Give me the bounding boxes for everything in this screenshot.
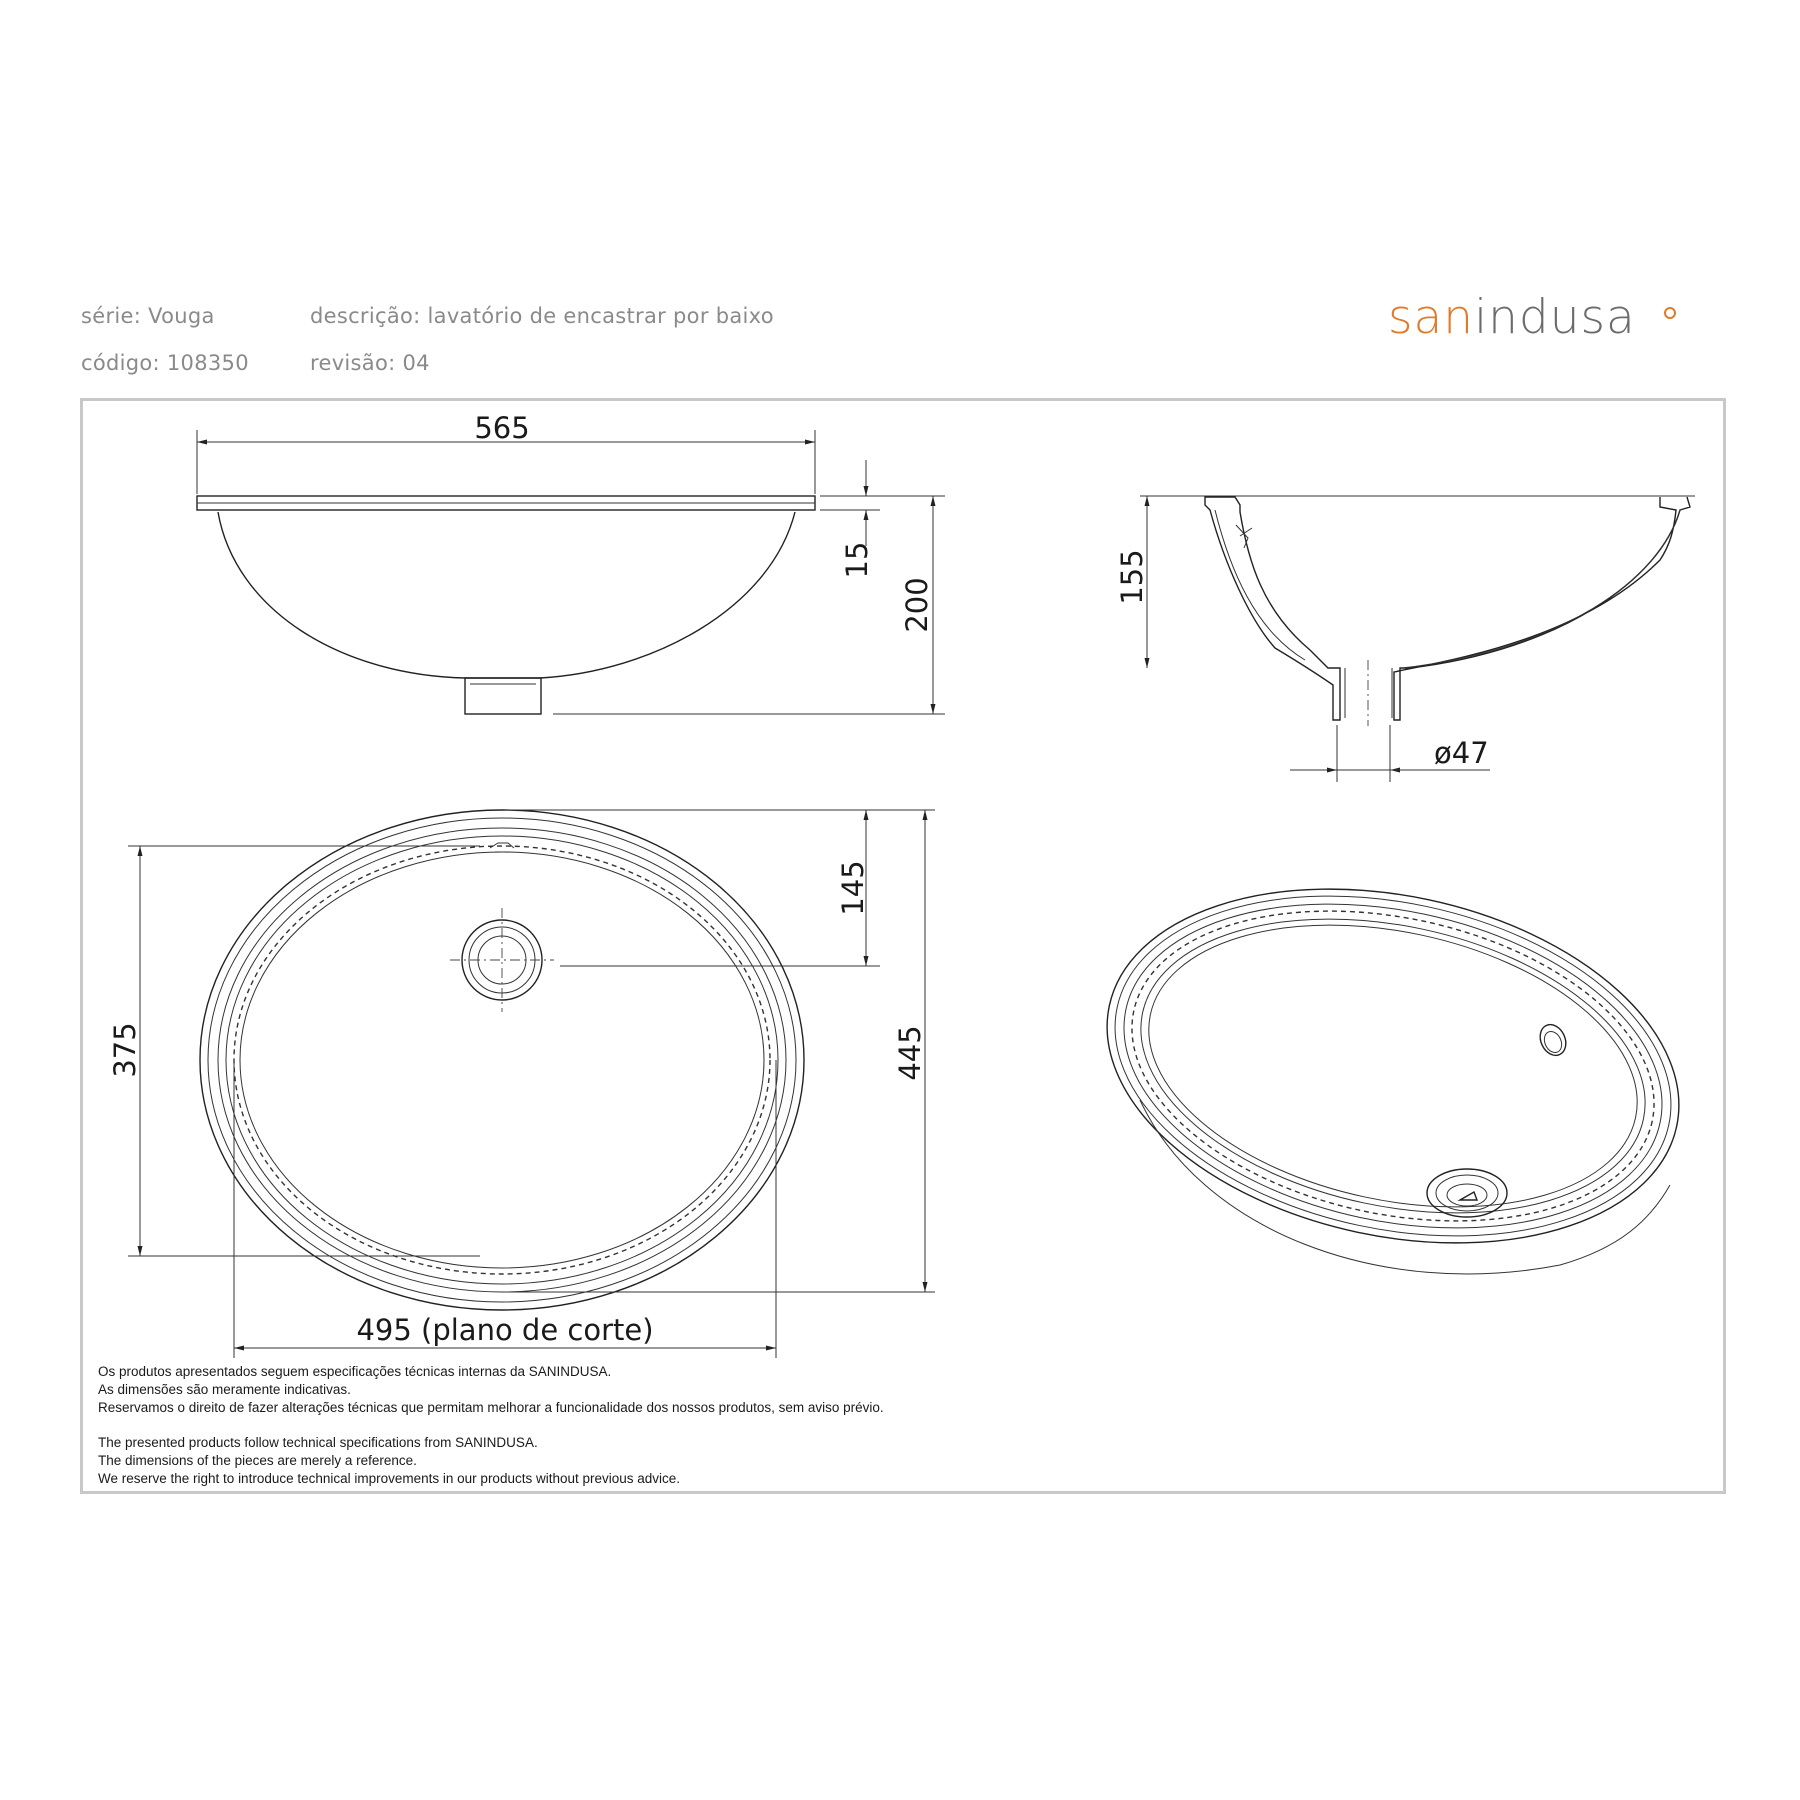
description-label: descrição: lavatório de encastrar por baixo <box>310 304 774 328</box>
notes-en <box>98 1434 680 1488</box>
dimension-depth-outer <box>505 810 935 1292</box>
dimension-rim <box>820 460 880 578</box>
series-label: série: Vouga <box>81 304 215 328</box>
dimension-drain-diameter <box>1290 725 1490 782</box>
dim-200-label: 200 <box>900 577 934 633</box>
dim-145-label: 145 <box>836 860 870 916</box>
notes-pt <box>98 1363 884 1417</box>
note-pt-3: Reservamos o direito de fazer alterações técnicas que permitam melhorar a funcionalidade dos nossos produtos, sem aviso prévio. <box>98 1400 884 1415</box>
dim-155-label: 155 <box>1115 549 1149 605</box>
perspective-underside <box>1140 1100 1670 1274</box>
note-pt-2: As dimensões são meramente indicativas. <box>98 1382 351 1397</box>
note-pt-1: Os produtos apresentados seguem especificações técnicas internas da SANINDUSA. <box>98 1364 612 1379</box>
dim-drain-label: ø47 <box>1434 736 1489 770</box>
dimension-section-height <box>1115 496 1200 668</box>
dim-375-label: 375 <box>108 1022 142 1078</box>
logo-san: san <box>1388 290 1475 345</box>
note-en-2: The dimensions of the pieces are merely a reference. <box>98 1453 417 1468</box>
plan-view <box>200 810 804 1310</box>
perspective-drain <box>1427 1169 1507 1217</box>
dim-cut-plane-label: 495 (plano de corte) <box>356 1313 654 1347</box>
dimension-height-total <box>553 496 945 714</box>
note-en-3: We reserve the right to introduce technical improvements in our products without previous advice. <box>98 1471 681 1486</box>
dimension-width-top <box>197 411 815 494</box>
code-label: código: 108350 <box>81 351 249 375</box>
perspective-overflow-hole <box>1535 1020 1570 1059</box>
dim-445-label: 445 <box>893 1025 927 1081</box>
revision-label: revisão: 04 <box>310 351 430 375</box>
logo-indusa: indusa <box>1474 290 1636 345</box>
note-en-1: The presented products follow technical specifications from SANINDUSA. <box>98 1435 538 1450</box>
front-elevation-view <box>197 496 815 714</box>
perspective-view <box>1074 839 1712 1292</box>
dim-15-label: 15 <box>840 541 874 579</box>
cross-section-view <box>1152 496 1695 726</box>
dim-565-label: 565 <box>474 411 530 445</box>
